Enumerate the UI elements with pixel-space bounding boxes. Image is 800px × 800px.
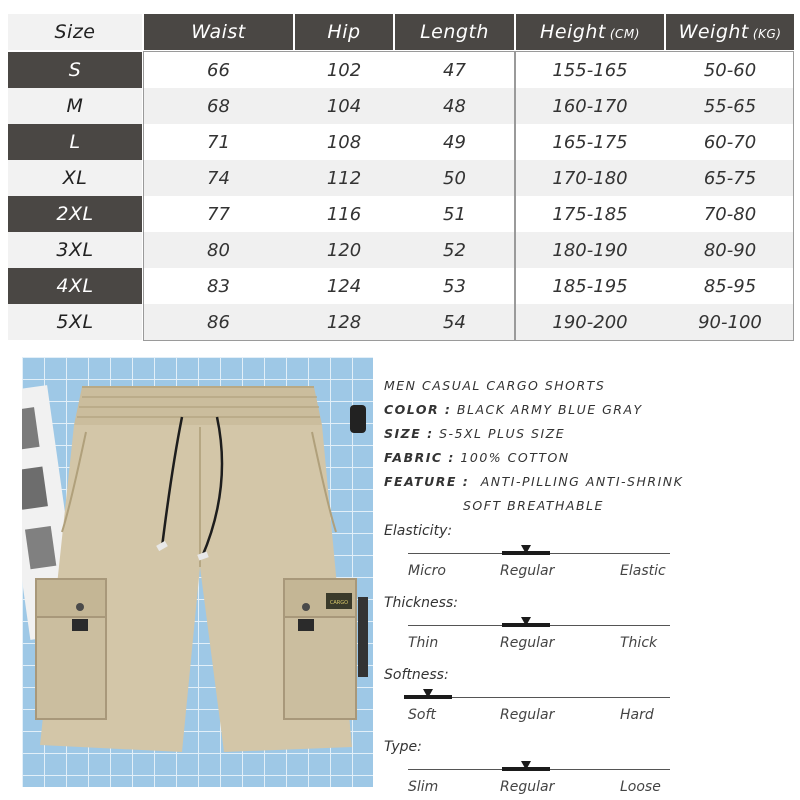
- dark-prop: [358, 597, 368, 677]
- scale-title: Thickness:: [384, 595, 458, 611]
- rating-scale: [384, 523, 684, 581]
- cell-length: 50: [443, 167, 466, 189]
- scale-label-mid: Regular: [500, 707, 555, 723]
- header-hip-label: Hip: [327, 21, 361, 43]
- size-cell: 3XL: [8, 232, 142, 268]
- feature-value-1: ANTI-PILLING ANTI-SHRINK: [480, 474, 684, 489]
- size-chart: [0, 0, 800, 345]
- scale-label-low: Micro: [408, 563, 446, 579]
- rating-scale: [384, 739, 684, 797]
- scale-label-mid: Regular: [500, 635, 555, 651]
- feature-line: [384, 472, 794, 496]
- cell-height: 160-170: [552, 95, 628, 117]
- cell-waist: 80: [207, 239, 230, 261]
- size-cell: 2XL: [8, 196, 142, 232]
- header-waist: [144, 14, 293, 50]
- color-label: COLOR :: [384, 402, 452, 417]
- header-height-unit: (CM): [609, 26, 640, 41]
- measure-table-border: [143, 51, 515, 341]
- scale-bar: [384, 617, 684, 633]
- cell-weight: 70-80: [703, 203, 757, 225]
- scale-label-low: Thin: [408, 635, 439, 651]
- size-cell: M: [8, 88, 142, 124]
- cell-waist: 68: [207, 95, 230, 117]
- cell-hip: 104: [326, 95, 362, 117]
- camera-strap-prop: [350, 405, 366, 433]
- size-value: S-5XL PLUS SIZE: [439, 426, 566, 441]
- header-weight-unit: (KG): [752, 26, 782, 41]
- scale-label-mid: Regular: [500, 779, 555, 795]
- cell-weight: 65-75: [703, 167, 757, 189]
- cell-waist: 86: [207, 311, 230, 333]
- cell-weight: 60-70: [703, 131, 757, 153]
- scale-title: Softness:: [384, 667, 449, 683]
- spec-panel: [384, 376, 794, 520]
- scale-marker-icon: [423, 689, 433, 698]
- cell-weight: 55-65: [703, 95, 757, 117]
- scale-marker-icon: [521, 617, 531, 626]
- cell-weight: 90-100: [698, 311, 762, 333]
- size-cell: L: [8, 124, 142, 160]
- product-photo: [22, 357, 373, 787]
- size-line: [384, 424, 794, 448]
- scale-bar: [384, 761, 684, 777]
- header-waist-label: Waist: [191, 21, 246, 43]
- fabric-value: 100% COTTON: [460, 450, 570, 465]
- cell-hip: 112: [326, 167, 362, 189]
- scale-label-high: Loose: [620, 779, 661, 795]
- scale-bar: [384, 545, 684, 561]
- scale-label-low: Slim: [408, 779, 439, 795]
- cell-hip: 124: [326, 275, 362, 297]
- header-height: [516, 14, 664, 50]
- size-cell: S: [8, 52, 142, 88]
- cell-height: 190-200: [552, 311, 628, 333]
- feature-value-2: SOFT BREATHABLE: [463, 498, 604, 513]
- color-value: BLACK ARMY BLUE GRAY: [456, 402, 643, 417]
- cell-hip: 120: [326, 239, 362, 261]
- header-size: [8, 14, 142, 50]
- cell-weight: 50-60: [703, 59, 757, 81]
- color-line: [384, 400, 794, 424]
- header-size-label: Size: [54, 21, 96, 43]
- cell-waist: 83: [207, 275, 230, 297]
- cell-height: 155-165: [552, 59, 628, 81]
- cell-height: 180-190: [552, 239, 628, 261]
- cell-waist: 77: [207, 203, 230, 225]
- cell-length: 51: [443, 203, 466, 225]
- cargo-shorts-illustration: [22, 357, 373, 787]
- header-weight-label: Weight: [678, 21, 749, 43]
- scale-labels: [384, 705, 684, 725]
- cell-height: 165-175: [552, 131, 628, 153]
- cell-hip: 116: [326, 203, 362, 225]
- scale-label-high: Hard: [620, 707, 654, 723]
- cell-length: 49: [443, 131, 466, 153]
- scale-marker-icon: [521, 545, 531, 554]
- header-height-label: Height: [540, 21, 606, 43]
- scale-label-high: Elastic: [620, 563, 666, 579]
- scale-label-low: Soft: [408, 707, 436, 723]
- feature-label: FEATURE :: [384, 474, 470, 489]
- scale-labels: [384, 633, 684, 653]
- scale-title: Type:: [384, 739, 422, 755]
- cell-length: 47: [443, 59, 466, 81]
- size-cell: XL: [8, 160, 142, 196]
- cell-waist: 74: [207, 167, 230, 189]
- scale-label-high: Thick: [620, 635, 658, 651]
- brand-patch-text: CARGO: [329, 600, 349, 606]
- scale-title: Elasticity:: [384, 523, 453, 539]
- size-cell: 5XL: [8, 304, 142, 340]
- cell-length: 53: [443, 275, 466, 297]
- header-length: [395, 14, 514, 50]
- cell-height: 185-195: [552, 275, 628, 297]
- cell-weight: 80-90: [703, 239, 757, 261]
- cell-weight: 85-95: [703, 275, 757, 297]
- feature-line-2: [384, 496, 794, 520]
- fabric-label: FABRIC :: [384, 450, 455, 465]
- fabric-line: [384, 448, 794, 472]
- cell-length: 48: [443, 95, 466, 117]
- scale-labels: [384, 777, 684, 797]
- cell-height: 170-180: [552, 167, 628, 189]
- cell-waist: 66: [207, 59, 230, 81]
- product-title: MEN CASUAL CARGO SHORTS: [384, 378, 606, 393]
- header-weight: [666, 14, 794, 50]
- size-cell: 4XL: [8, 268, 142, 304]
- cell-length: 52: [443, 239, 466, 261]
- scale-label-mid: Regular: [500, 563, 555, 579]
- rating-scale: [384, 667, 684, 725]
- rating-scale: [384, 595, 684, 653]
- body-table-border: [515, 51, 794, 341]
- cell-hip: 108: [326, 131, 362, 153]
- header-hip: [295, 14, 393, 50]
- scale-labels: [384, 561, 684, 581]
- cell-hip: 128: [326, 311, 362, 333]
- scale-bar: [384, 689, 684, 705]
- size-label: SIZE :: [384, 426, 434, 441]
- cell-height: 175-185: [552, 203, 628, 225]
- scale-marker-icon: [521, 761, 531, 770]
- cell-hip: 102: [326, 59, 362, 81]
- cell-waist: 71: [207, 131, 230, 153]
- header-length-label: Length: [420, 21, 489, 43]
- cell-length: 54: [443, 311, 466, 333]
